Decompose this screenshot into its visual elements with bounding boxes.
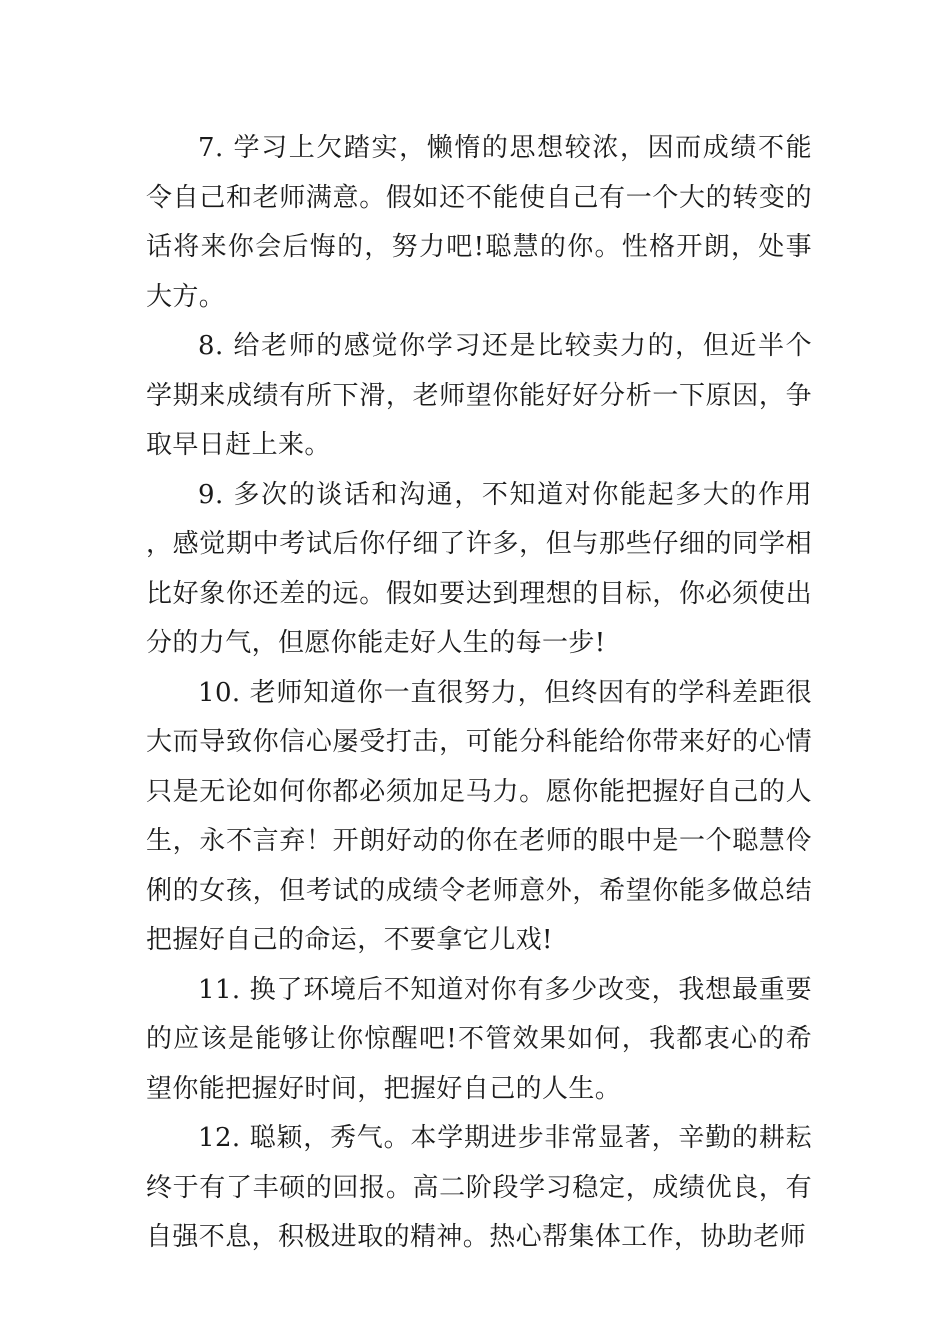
comment-paragraph-7: 7. 学习上欠踏实，懒惰的思想较浓，因而成绩不能令自己和老师满意。假如还不能使自己有一个大的转变的话将来你会后悔的，努力吧!聪慧的你。性格开朗，处事大方。 [146, 133, 812, 312]
comment-paragraph-12: 12. 聪颖，秀气。本学期进步非常显著，辛勤的耕耘终于有了丰硕的回报。高二阶段学习稳定，成绩优良，有自强不息，积极进取的精神。热心帮集体工作，协助老师 [146, 1123, 812, 1252]
comment-paragraph-9: 9. 多次的谈话和沟通，不知道对你能起多大的作用，感觉期中考试后你仔细了许多，但与那些仔细的同学相比好象你还差的远。假如要达到理想的目标，你必须使出分的力气，但愿你能走好人生的每一步! [146, 479, 812, 658]
comment-paragraph-8: 8. 给老师的感觉你学习还是比较卖力的，但近半个学期来成绩有所下滑，老师望你能好好分析一下原因，争取早日赶上来。 [146, 331, 812, 460]
comment-paragraph-11: 11. 换了环境后不知道对你有多少改变，我想最重要的应该是能够让你惊醒吧!不管效果如何，我都衷心的希望你能把握好时间，把握好自己的人生。 [146, 974, 812, 1104]
document-body [146, 124, 812, 1263]
comment-paragraph-10: 10. 老师知道你一直很努力，但终因有的学科差距很大而导致你信心屡受打击，可能分科能给你带来好的心情只是无论如何你都必须加足马力。愿你能把握好自己的人生，永不言弃！开朗好动的你在老师的眼中是一个聪慧伶俐的女孩，但考试的成绩令老师意外，希望你能多做总结把握好自己的命运，不要拿它儿戏! [146, 677, 812, 955]
